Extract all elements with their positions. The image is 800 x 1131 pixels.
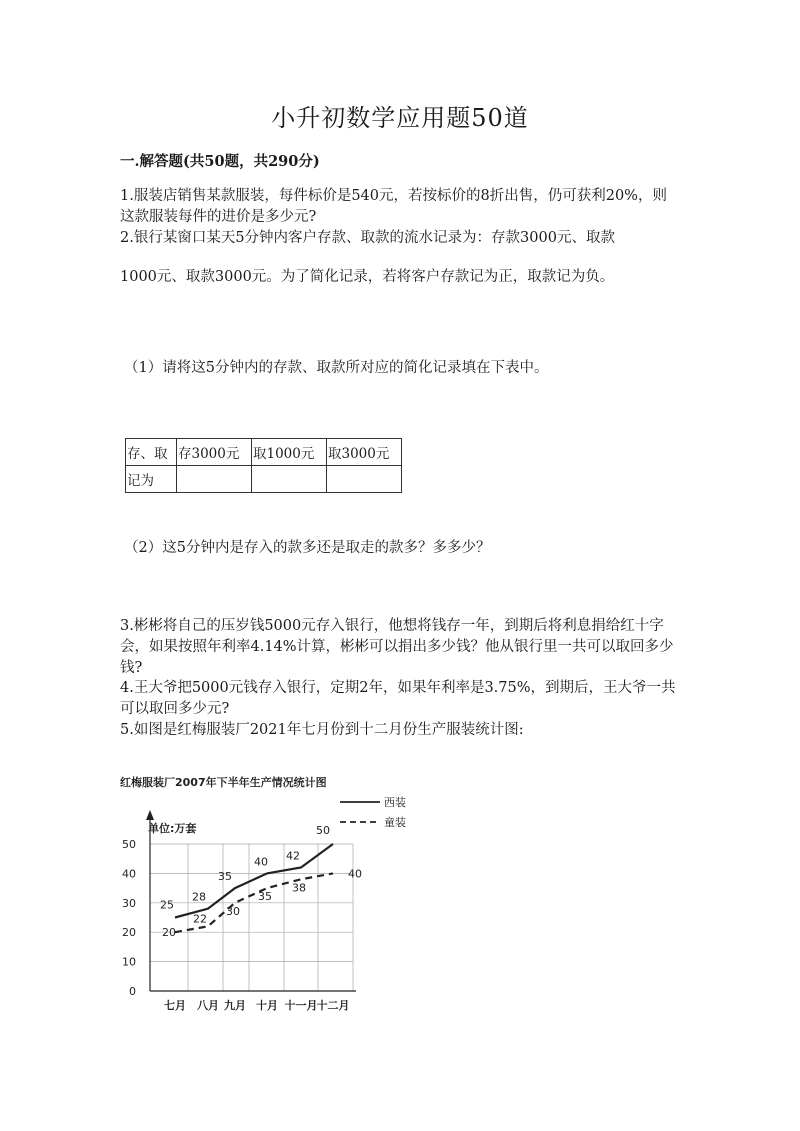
x-tick-label: 七月 [164,999,186,1012]
x-tick-label: 八月 [197,999,219,1012]
data-label-suit: 50 [316,824,330,837]
row-label-cell: 记为 [126,466,177,493]
data-label-kids: 30 [226,904,240,918]
answer-cell[interactable] [177,466,252,493]
question-2-line-1: 2.银行某窗口某天5分钟内客户存款、取款的流水记录为：存款3000元、取款 [120,230,615,246]
y-tick-label: 0 [129,985,136,998]
y-tick-label: 10 [122,955,136,969]
table-header-row [126,439,402,466]
record-table [125,438,402,493]
answer-cell[interactable] [327,466,402,493]
data-label-suit: 42 [286,849,300,863]
y-tick-label: 40 [122,867,136,881]
y-tick-label: 20 [122,926,136,940]
question-4: 4.王大爷把5000元钱存入银行，定期2年，如果年利率是3.75%，到期后，王大爷一共可以取回多少元? [120,680,676,717]
data-label-kids: 38 [292,881,306,895]
legend-label-suit: 西装 [384,796,406,809]
data-label-suit: 25 [160,898,174,912]
question-5: 5.如图是红梅服装厂2021年七月份到十二月份生产服装统计图: [120,722,524,738]
data-label-suit: 40 [254,855,268,869]
table-header-cell: 取3000元 [327,439,402,466]
table-row [126,466,402,493]
data-label-kids: 20 [162,926,176,940]
section-heading: 一.解答题(共50题，共290分) [120,153,320,170]
data-label-kids: 35 [258,890,272,904]
y-tick-label: 30 [122,896,136,910]
table-header-cell: 取1000元 [252,439,327,466]
question-2-line-2: 1000元、取款3000元。为了简化记录，若将客户存款记为正，取款记为负。 [120,269,615,285]
data-label-suit: 28 [192,890,206,904]
data-label-suit: 35 [218,870,232,884]
table-header-cell: 存3000元 [177,439,252,466]
x-tick-label: 十一月 [284,999,318,1012]
y-tick-label: 50 [122,838,136,851]
chart-unit-label: 单位:万套 [148,822,197,835]
production-line-chart [118,772,406,1017]
question-1: 1.服装店销售某款服装，每件标价是540元，若按标价的8折出售，仍可获利20%，则这款服装每件的进价是多少元? [120,188,667,225]
data-label-kids: 22 [193,912,207,926]
table-header-cell: 存、取 [126,439,177,466]
chart-title: 红梅服装厂2007年下半年生产情况统计图 [120,776,327,789]
page-title: 小升初数学应用题50道 [271,104,529,132]
x-tick-label: 九月 [224,999,246,1012]
x-tick-label: 十月 [256,999,278,1012]
question-3: 3.彬彬将自己的压岁钱5000元存入银行，他想将钱存一年，到期后将利息捐给红十字会，如果按照年利率4.14%计算，彬彬可以捐出多少钱？他从银行里一共可以取回多少钱? [120,618,674,676]
question-2-part-2: （2）这5分钟内是存入的款多还是取走的款多？多多少？ [124,540,491,556]
data-label-kids: 40 [348,867,362,881]
x-tick-label: 十二月 [316,999,350,1012]
legend-label-kids: 童装 [384,816,406,829]
answer-cell[interactable] [252,466,327,493]
y-axis-arrow [146,810,154,820]
question-2-part-1: （1）请将这5分钟内的存款、取款所对应的简化记录填在下表中。 [124,360,549,376]
